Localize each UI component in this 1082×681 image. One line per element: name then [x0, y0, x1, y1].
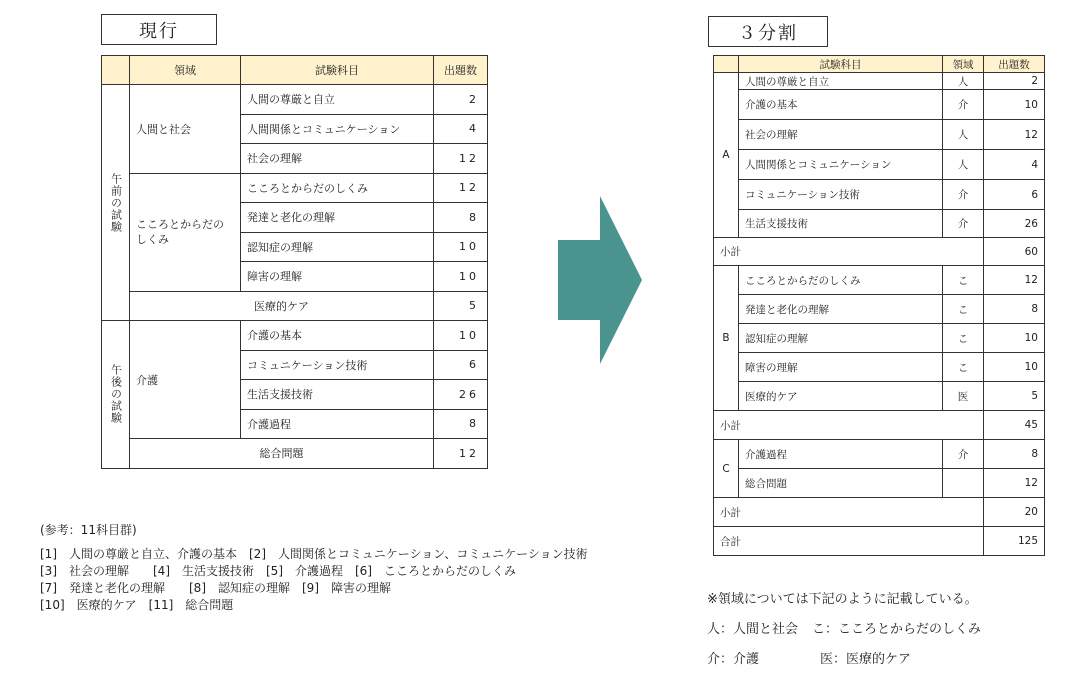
- table-row: [714, 469, 1045, 498]
- subject-cell: 総合問題: [739, 469, 943, 498]
- header-blank: [102, 56, 130, 85]
- pm-exam-label: 午後の試験: [102, 321, 130, 469]
- subject-cell: 医療的ケア: [739, 382, 943, 411]
- reference-notes: [40, 522, 588, 614]
- reference-line: [3] 社会の理解 [4] 生活支援技術 [5] 介護過程 [6] こころとからだのしくみ: [40, 564, 516, 578]
- legend-kaigo: 介：介護: [707, 652, 760, 667]
- table-row: [102, 439, 488, 469]
- count-cell: 26: [434, 380, 488, 410]
- count-cell: 12: [434, 173, 488, 203]
- current-title: 現行: [101, 14, 217, 45]
- subject-cell: 総合問題: [130, 439, 434, 469]
- subtotal-value: 60: [984, 238, 1045, 266]
- header-count: 出題数: [434, 56, 488, 85]
- subject-cell: 発達と老化の理解: [241, 203, 434, 233]
- subtotal-label: 小計: [714, 238, 984, 266]
- subject-cell: 生活支援技術: [739, 210, 943, 238]
- header-domain: 領域: [130, 56, 241, 85]
- table-row: [714, 324, 1045, 353]
- header-domain: 領域: [943, 56, 984, 73]
- table-row: [102, 85, 488, 115]
- domain-cell: 人: [943, 120, 984, 150]
- subject-cell: 人間関係とコミュニケーション: [739, 150, 943, 180]
- domain-cell: こ: [943, 266, 984, 295]
- legend-ningen: 人：人間と社会: [707, 622, 799, 637]
- count-cell: 12: [984, 266, 1045, 295]
- header-subject: 試験科目: [739, 56, 943, 73]
- subject-cell: 社会の理解: [739, 120, 943, 150]
- subject-cell: こころとからだのしくみ: [739, 266, 943, 295]
- table-row: [102, 291, 488, 321]
- table-row: [714, 266, 1045, 295]
- table-row: [714, 150, 1045, 180]
- subject-cell: 介護の基本: [739, 90, 943, 120]
- table-row: [714, 120, 1045, 150]
- header-subject: 試験科目: [241, 56, 434, 85]
- subject-cell: コミュニケーション技術: [739, 180, 943, 210]
- total-row: [714, 527, 1045, 556]
- domain-cell: 介: [943, 440, 984, 469]
- domain-cell: [943, 469, 984, 498]
- table-header-row: [102, 56, 488, 85]
- subtotal-label: 小計: [714, 411, 984, 440]
- subtotal-row: [714, 411, 1045, 440]
- subject-cell: 生活支援技術: [241, 380, 434, 410]
- part-c-label: C: [714, 440, 739, 498]
- count-cell: 4: [434, 114, 488, 144]
- subtotal-value: 45: [984, 411, 1045, 440]
- subject-cell: 介護過程: [241, 409, 434, 439]
- domain-cell: 人間と社会: [130, 85, 241, 174]
- split-title: ３分割: [708, 16, 828, 47]
- right-arrow-icon: [558, 196, 644, 366]
- reference-line: [7] 発達と老化の理解 [8] 認知症の理解 [9] 障害の理解: [40, 581, 391, 595]
- domain-cell: こころとからだのしくみ: [130, 173, 241, 291]
- count-cell: 5: [984, 382, 1045, 411]
- legend-line: [707, 648, 911, 667]
- domain-cell: こ: [943, 324, 984, 353]
- part-a-label: A: [714, 73, 739, 238]
- domain-cell: 人: [943, 150, 984, 180]
- table-row: [102, 173, 488, 203]
- domain-cell: 介: [943, 180, 984, 210]
- subtotal-row: [714, 238, 1045, 266]
- subject-cell: 医療的ケア: [130, 291, 434, 321]
- count-cell: 10: [984, 324, 1045, 353]
- table-row: [714, 353, 1045, 382]
- subject-cell: 認知症の理解: [241, 232, 434, 262]
- count-cell: 12: [984, 120, 1045, 150]
- table-header-row: [714, 56, 1045, 73]
- count-cell: 5: [434, 291, 488, 321]
- legend-iryo: 医：医療的ケア: [820, 652, 912, 667]
- subject-cell: 人間の尊厳と自立: [241, 85, 434, 115]
- count-cell: 12: [434, 439, 488, 469]
- reference-line: [1] 人間の尊厳と自立、介護の基本 [2] 人間関係とコミュニケーション、コミュニケーション技術: [40, 547, 588, 561]
- count-cell: 4: [984, 150, 1045, 180]
- count-cell: 10: [984, 353, 1045, 382]
- table-row: [714, 73, 1045, 90]
- table-row: [714, 382, 1045, 411]
- subject-cell: コミュニケーション技術: [241, 350, 434, 380]
- table-row: [714, 295, 1045, 324]
- legend-line: [707, 618, 981, 637]
- count-cell: 10: [434, 232, 488, 262]
- reference-heading: (参考：11科目群): [40, 523, 137, 537]
- table-row: [714, 210, 1045, 238]
- domain-cell: こ: [943, 295, 984, 324]
- count-cell: 10: [434, 321, 488, 351]
- count-cell: 8: [434, 203, 488, 233]
- total-label: 合計: [714, 527, 984, 556]
- count-cell: 8: [434, 409, 488, 439]
- subject-cell: 認知症の理解: [739, 324, 943, 353]
- count-cell: 2: [434, 85, 488, 115]
- subtotal-value: 20: [984, 498, 1045, 527]
- reference-line: [10] 医療的ケア [11] 総合問題: [40, 598, 234, 612]
- domain-cell: 介: [943, 90, 984, 120]
- subtotal-row: [714, 498, 1045, 527]
- part-b-label: B: [714, 266, 739, 411]
- domain-cell: 人: [943, 73, 984, 90]
- subject-cell: 障害の理解: [241, 262, 434, 292]
- subject-cell: 発達と老化の理解: [739, 295, 943, 324]
- subject-cell: こころとからだのしくみ: [241, 173, 434, 203]
- subject-cell: 介護の基本: [241, 321, 434, 351]
- total-value: 125: [984, 527, 1045, 556]
- count-cell: 12: [434, 144, 488, 174]
- count-cell: 12: [984, 469, 1045, 498]
- count-cell: 10: [434, 262, 488, 292]
- header-blank: [714, 56, 739, 73]
- legend-kokoro: こ：こころとからだのしくみ: [812, 622, 982, 637]
- count-cell: 8: [984, 295, 1045, 324]
- subject-cell: 介護過程: [739, 440, 943, 469]
- am-exam-label: 午前の試験: [102, 85, 130, 321]
- table-row: [714, 90, 1045, 120]
- domain-cell: こ: [943, 353, 984, 382]
- table-row: [714, 440, 1045, 469]
- subject-cell: 障害の理解: [739, 353, 943, 382]
- count-cell: 8: [984, 440, 1045, 469]
- table-row: [102, 321, 488, 351]
- split-exam-table: [713, 55, 1045, 556]
- subject-cell: 人間関係とコミュニケーション: [241, 114, 434, 144]
- table-row: [714, 180, 1045, 210]
- header-count: 出題数: [984, 56, 1045, 73]
- count-cell: 10: [984, 90, 1045, 120]
- legend-intro: ※領域については下記のように記載している。: [707, 592, 978, 607]
- subject-cell: 人間の尊厳と自立: [739, 73, 943, 90]
- domain-cell: 介: [943, 210, 984, 238]
- arrow-shape: [558, 196, 642, 364]
- current-exam-table: [101, 55, 488, 469]
- subtotal-label: 小計: [714, 498, 984, 527]
- count-cell: 6: [984, 180, 1045, 210]
- domain-cell: 介護: [130, 321, 241, 439]
- count-cell: 2: [984, 73, 1045, 90]
- subject-cell: 社会の理解: [241, 144, 434, 174]
- domain-cell: 医: [943, 382, 984, 411]
- count-cell: 26: [984, 210, 1045, 238]
- count-cell: 6: [434, 350, 488, 380]
